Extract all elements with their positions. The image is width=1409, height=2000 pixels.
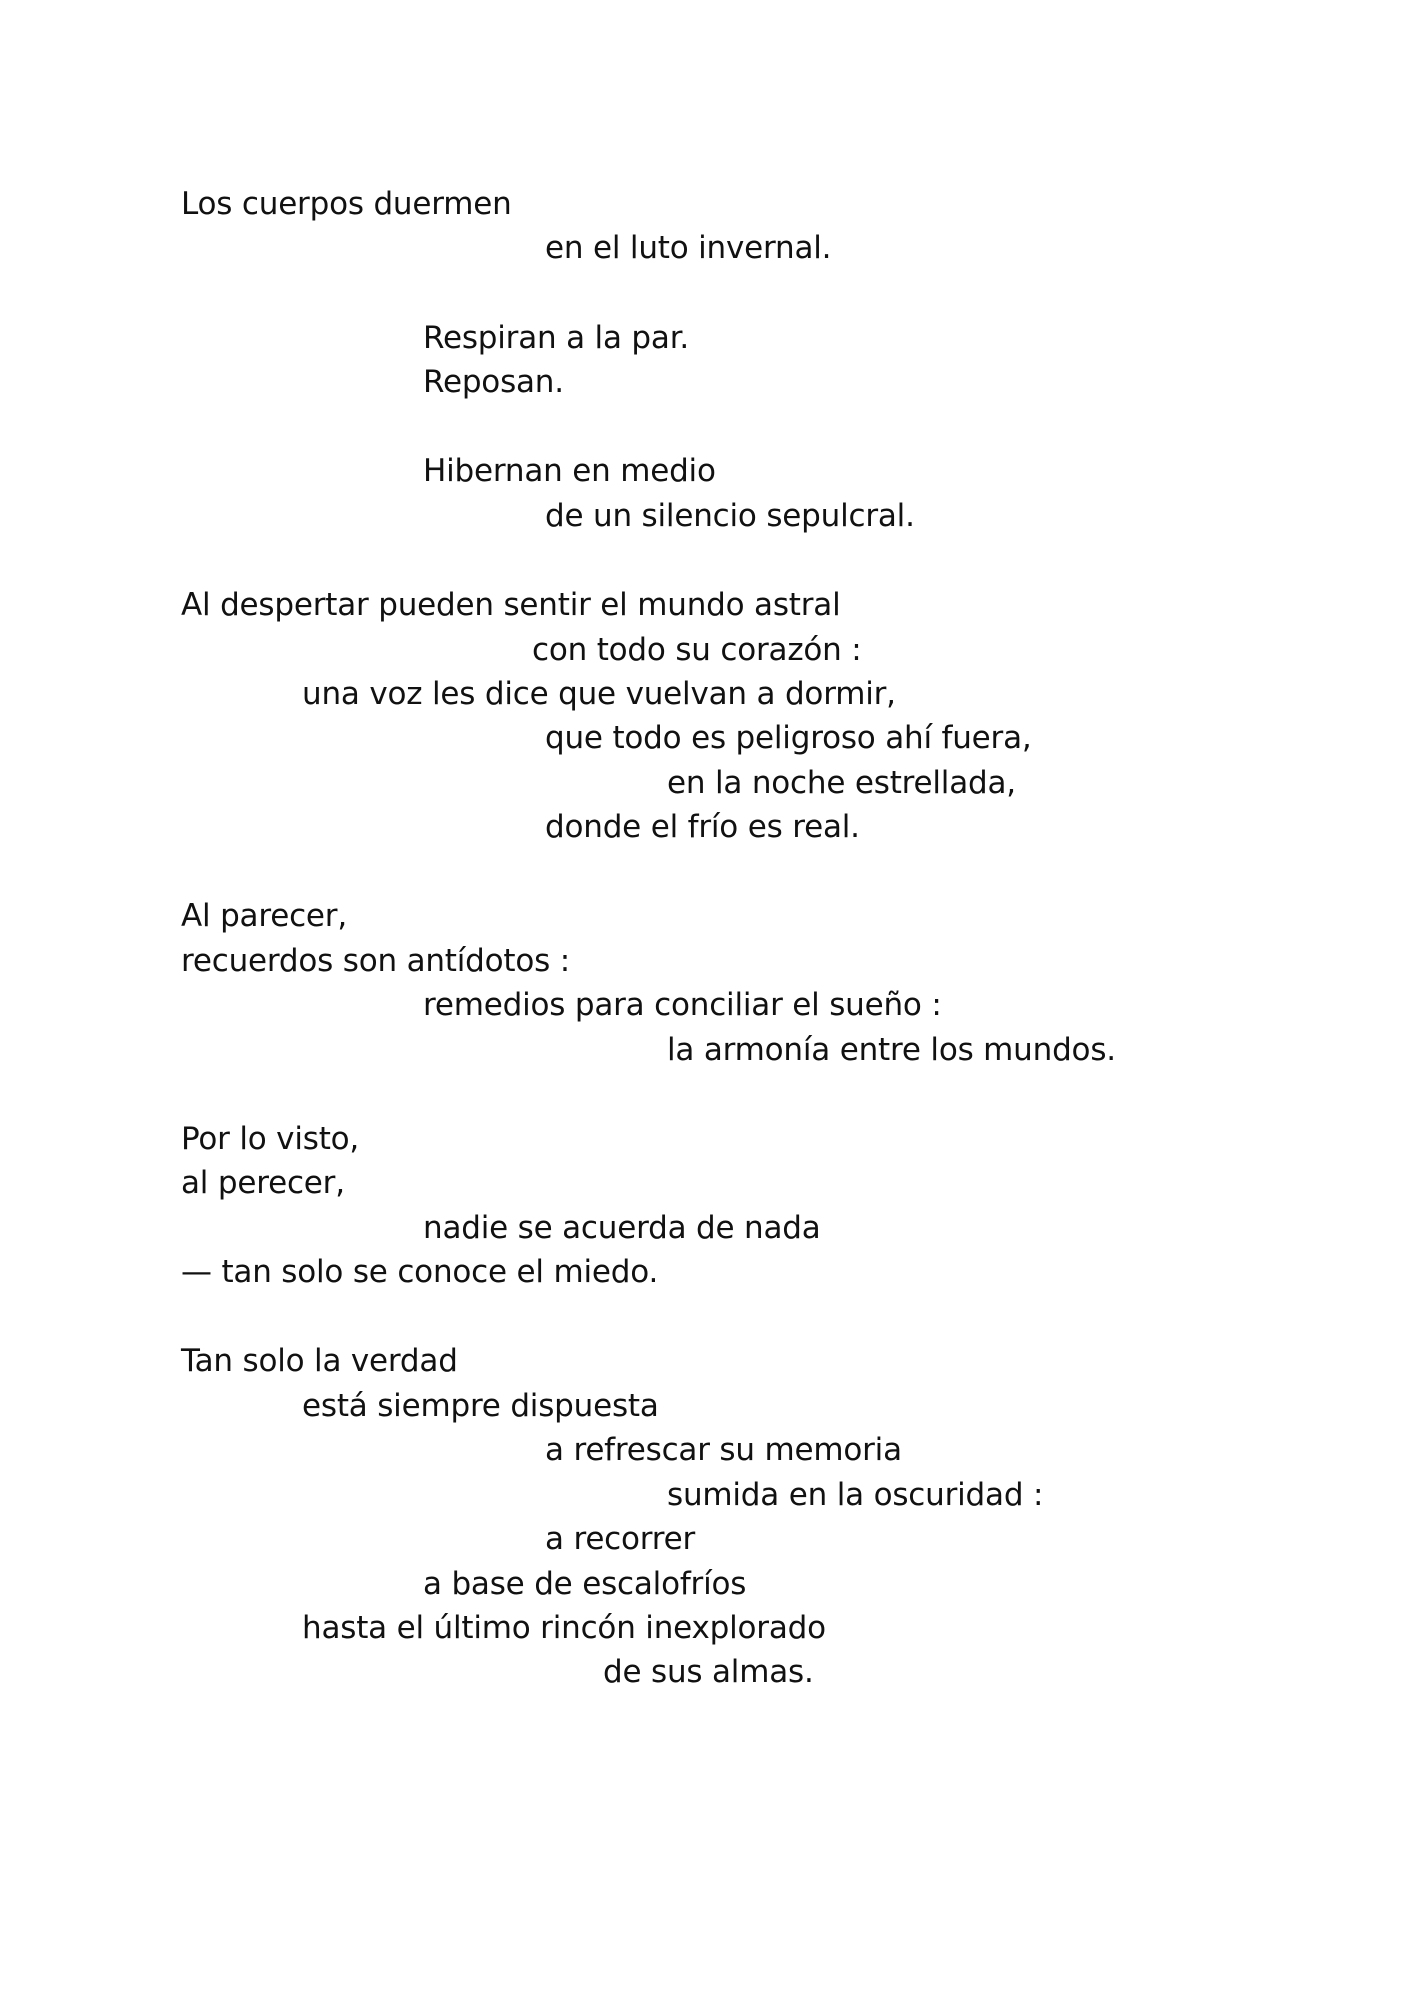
poem-line: a refrescar su memoria: [545, 1432, 902, 1468]
poem-line: Al parecer,: [181, 898, 347, 934]
poem-line: de sus almas.: [603, 1654, 814, 1690]
poem-line: a recorrer: [545, 1521, 696, 1557]
poem-line: sumida en la oscuridad :: [667, 1477, 1044, 1513]
poem-line: hasta el último rincón inexplorado: [302, 1610, 826, 1646]
poem-line: la armonía entre los mundos.: [667, 1032, 1116, 1068]
poem-line: de un silencio sepulcral.: [545, 498, 915, 534]
poem-line: — tan solo se conoce el miedo.: [181, 1254, 659, 1290]
poem-line: una voz les dice que vuelvan a dormir,: [302, 676, 896, 712]
poem-line: a base de escalofríos: [423, 1566, 747, 1602]
poem-line: Hibernan en medio: [423, 453, 716, 489]
poem-line: en la noche estrellada,: [667, 765, 1016, 801]
poem-line: Tan solo la verdad: [181, 1343, 458, 1379]
poem-line: Respiran a la par.: [423, 320, 690, 356]
poem-line: con todo su corazón :: [532, 632, 862, 668]
poem-line: está siempre dispuesta: [302, 1388, 659, 1424]
poem-line: Al despertar pueden sentir el mundo astral: [181, 587, 841, 623]
poem-line: nadie se acuerda de nada: [423, 1210, 821, 1246]
poem-line: Los cuerpos duermen: [181, 186, 512, 222]
poem-line: Por lo visto,: [181, 1121, 360, 1157]
poem-line: en el luto invernal.: [545, 230, 832, 266]
poem-line: recuerdos son antídotos :: [181, 943, 570, 979]
poem-line: que todo es peligroso ahí fuera,: [545, 720, 1032, 756]
poem-line: al perecer,: [181, 1165, 345, 1201]
poem-line: Reposan.: [423, 364, 564, 400]
poem-line: remedios para conciliar el sueño :: [423, 987, 942, 1023]
poem-line: donde el frío es real.: [545, 809, 860, 845]
